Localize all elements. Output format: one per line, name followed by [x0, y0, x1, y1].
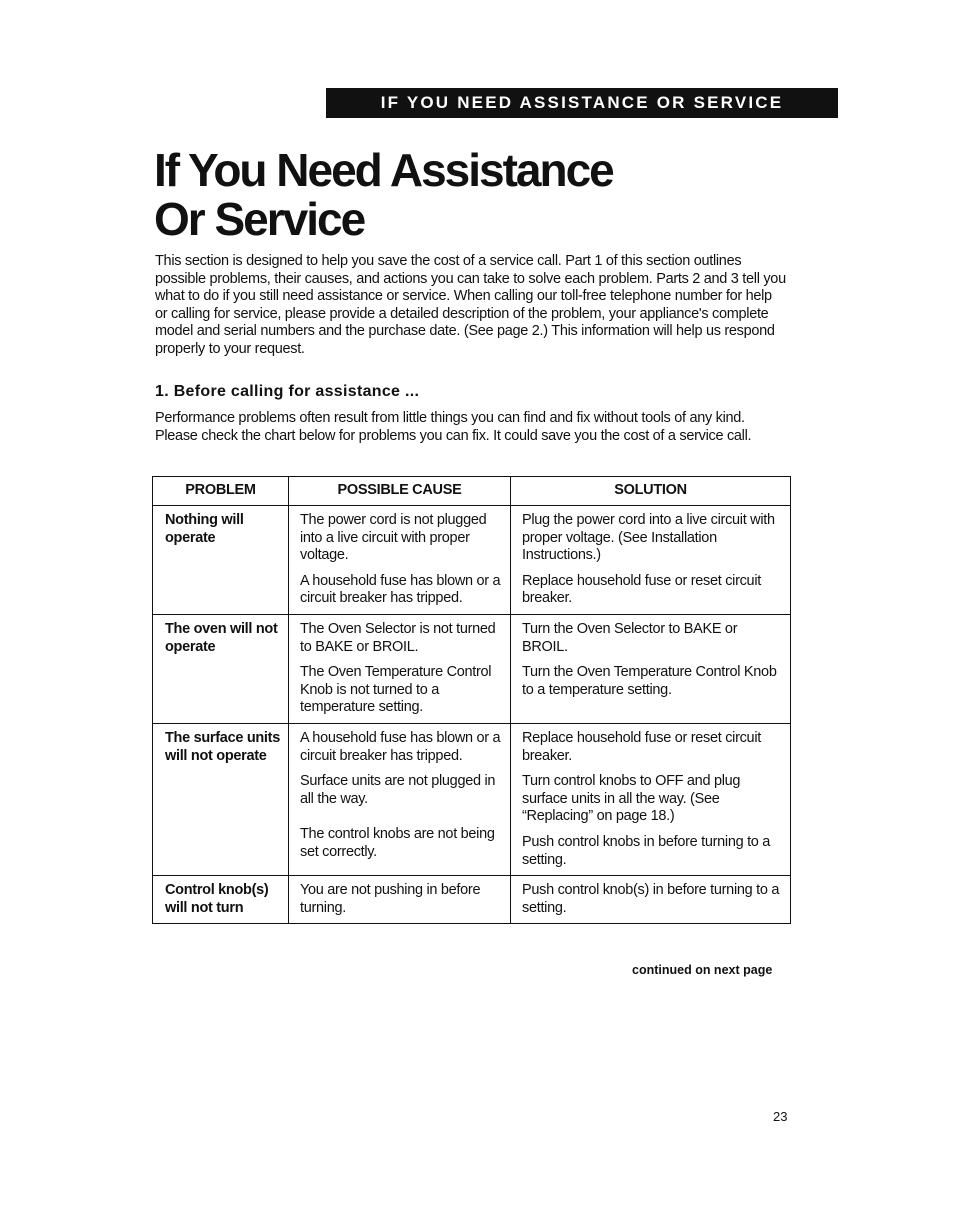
- cause-cell: [289, 876, 511, 924]
- cause-cell: [289, 723, 511, 875]
- column-header-problem: PROBLEM: [153, 477, 289, 506]
- table-row: [153, 614, 791, 723]
- cause-cell: [289, 614, 511, 723]
- cause-entry: A household fuse has blown or a circuit breaker has tripped.: [300, 729, 501, 764]
- cause-cell: [289, 506, 511, 615]
- cause-entry: You are not pushing in before turning.: [300, 882, 481, 916]
- troubleshooting-table: [152, 476, 791, 924]
- cause-entry: Surface units are not plugged in all the way.: [300, 773, 496, 807]
- cause-entry: A household fuse has blown or a circuit breaker has tripped.: [300, 572, 501, 607]
- solution-cell: [511, 614, 791, 723]
- solution-entry: Replace household fuse or reset circuit breaker.: [522, 572, 761, 607]
- table-row: [153, 723, 791, 875]
- solution-entry: Push control knobs in before turning to a setting.: [522, 833, 771, 868]
- intro-paragraph: This section is designed to help you save the cost of a service call. Part 1 of this section outlines possible problems, their causes, and actions you can take to solve each problem. Parts 2 and 3 tell you what to do if you still need assistance or service. When calling our toll-free telephone number for help or calling for service, please provide a detailed description of the problem, your appliance's complete model and serial numbers and the purchase date. (See page 2.) This information will help us respond properly to your request.: [155, 253, 786, 357]
- solution-entry: Turn the Oven Selector to BAKE or BROIL.: [522, 620, 738, 655]
- section-heading: 1. Before calling for assistance ...: [155, 383, 420, 400]
- solution-entry: Push control knob(s) in before turning to a setting.: [522, 882, 780, 916]
- solution-cell: [511, 876, 791, 924]
- solution-entry: Turn the Oven Temperature Control Knob to a temperature setting.: [522, 664, 777, 698]
- table-row: [153, 506, 791, 615]
- page-title-line-1: If You Need Assistance: [154, 144, 613, 196]
- table-row: [153, 876, 791, 924]
- cause-entry: The power cord is not plugged into a live circuit with proper voltage.: [300, 512, 487, 564]
- section-banner: IF YOU NEED ASSISTANCE OR SERVICE: [326, 88, 838, 118]
- section-paragraph: Performance problems often result from little things you can find and fix without tools of any kind. Please check the chart below for problems you can fix. It could save you the cost of a service call.: [155, 410, 752, 444]
- cause-entry: The Oven Selector is not turned to BAKE or BROIL.: [300, 620, 496, 655]
- solution-cell: [511, 506, 791, 615]
- problem-cell: Control knob(s) will not turn: [153, 876, 289, 924]
- cause-entry: The Oven Temperature Control Knob is not turned to a temperature setting.: [300, 664, 492, 716]
- column-header-solution: SOLUTION: [511, 477, 791, 506]
- solution-cell: [511, 723, 791, 875]
- problem-cell: The oven will not operate: [153, 614, 289, 723]
- cause-entry: The control knobs are not being set correctly.: [300, 826, 495, 860]
- problem-cell: The surface units will not operate: [153, 723, 289, 875]
- continued-note: continued on next page: [632, 963, 773, 977]
- solution-entry: Plug the power cord into a live circuit with proper voltage. (See Installation Instructions.): [522, 512, 775, 564]
- table-header-row: [153, 477, 791, 506]
- solution-entry: Turn control knobs to OFF and plug surface units in all the way. (See “Replacing” on page 18.): [522, 773, 741, 825]
- page-number: 23: [773, 1109, 788, 1124]
- solution-entry: Replace household fuse or reset circuit breaker.: [522, 729, 761, 764]
- problem-cell: Nothing will operate: [153, 506, 289, 615]
- page-title-line-2: Or Service: [154, 193, 365, 245]
- page-title: [154, 146, 613, 244]
- column-header-cause: POSSIBLE CAUSE: [289, 477, 511, 506]
